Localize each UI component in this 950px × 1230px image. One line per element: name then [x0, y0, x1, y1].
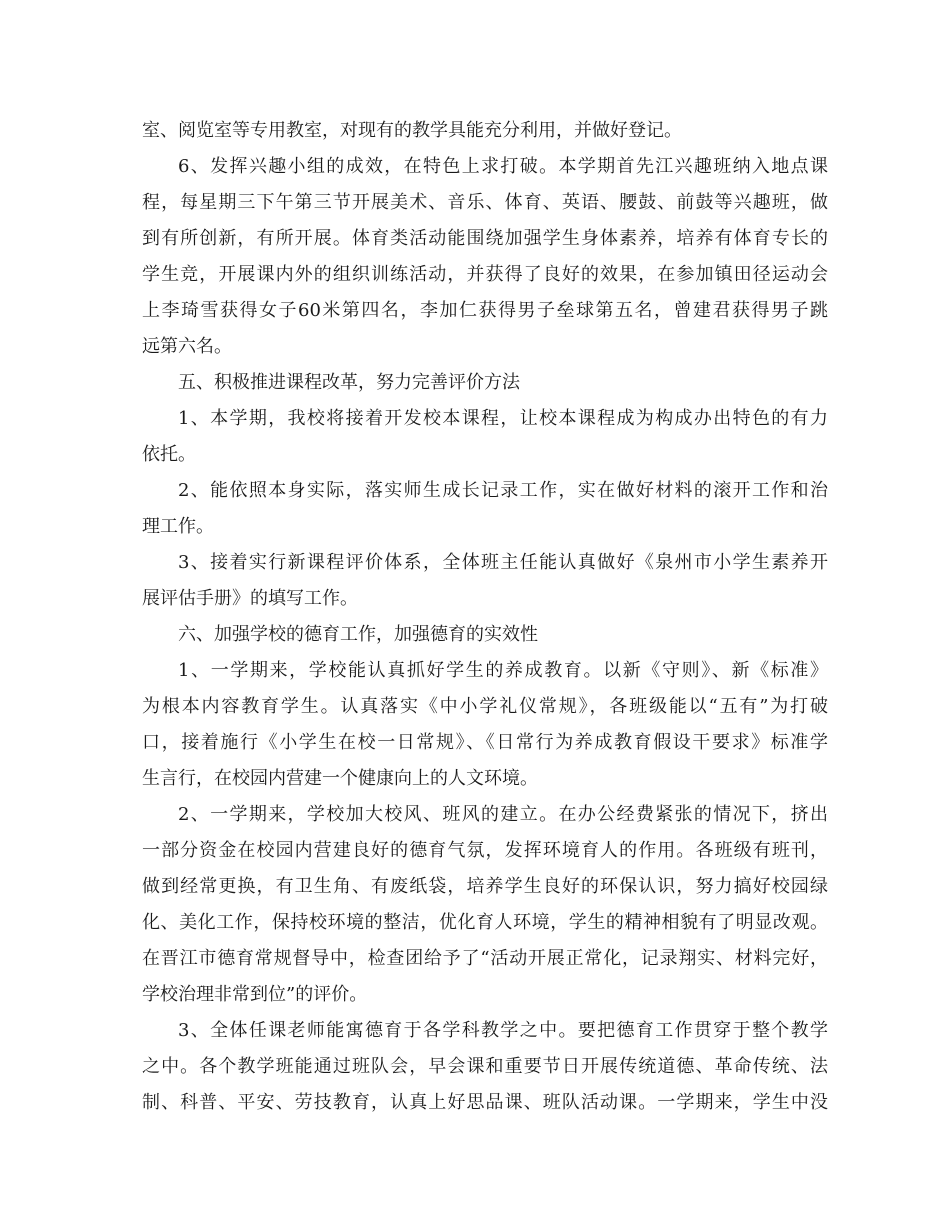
text-line: 1、一学期来，学校能认真抓好学生的养成教育。以新《守则》、新《标准》	[178, 660, 828, 681]
text-line: 展评估手册》的填写工作。	[142, 588, 358, 609]
text-line: 依托。	[142, 444, 196, 465]
text-line: 6、发挥兴趣小组的成效，在特色上求打破。本学期首先江兴趣班纳入地点课	[178, 156, 828, 177]
text-line: 3、全体任课老师能寓德育于各学科教学之中。要把德育工作贯穿于整个教学	[178, 1020, 828, 1041]
section-heading: 六、加强学校的德育工作，加强德育的实效性	[178, 624, 538, 645]
text-line: 学校治理非常到位”的评价。	[142, 984, 368, 1005]
text-line: 制、科普、平安、劳技教育，认真上好思品课、班队活动课。一学期来，学生中没	[142, 1092, 828, 1113]
text-line: 室、阅览室等专用教室，对现有的教学具能充分利用，并做好登记。	[142, 120, 682, 141]
text-line: 程，每星期三下午第三节开展美术、音乐、体育、英语、腰鼓、前鼓等兴趣班，做	[142, 192, 828, 213]
text-line: 上李琦雪获得女子60米第四名，李加仁获得男子垒球第五名，曾建君获得男子跳	[142, 300, 828, 321]
text-line: 生言行，在校园内营建一个健康向上的人文环境。	[142, 768, 538, 789]
section-heading: 五、积极推进课程改革，努力完善评价方法	[178, 372, 520, 393]
text-line: 之中。各个教学班能通过班队会，早会课和重要节日开展传统道德、革命传统、法	[142, 1056, 828, 1077]
text-line: 2、一学期来，学校加大校风、班风的建立。在办公经费紧张的情况下，挤出	[178, 804, 828, 825]
text-line: 化、美化工作，保持校环境的整洁，优化育人环境，学生的精神相貌有了明显改观。	[142, 912, 828, 933]
text-line: 远第六名。	[142, 336, 232, 357]
text-line: 为根本内容教育学生。认真落实《中小学礼仪常规》，各班级能以“五有”为打破	[142, 696, 828, 717]
text-line: 2、能依照本身实际，落实师生成长记录工作，实在做好材料的滚开工作和治	[178, 480, 828, 501]
document-page	[142, 113, 828, 1121]
text-line: 学生竞，开展课内外的组织训练活动，并获得了良好的效果，在参加镇田径运动会	[142, 264, 828, 285]
text-line: 一部分资金在校园内营建良好的德育气氛，发挥环境育人的作用。各班级有班刊，	[142, 840, 828, 861]
text-line: 到有所创新，有所开展。体育类活动能围绕加强学生身体素养，培养有体育专长的	[142, 228, 828, 249]
text-line: 3、接着实行新课程评价体系，全体班主任能认真做好《泉州市小学生素养开	[178, 552, 828, 573]
text-line: 在晋江市德育常规督导中，检查团给予了“活动开展正常化，记录翔实、材料完好，	[142, 948, 828, 969]
text-line: 做到经常更换，有卫生角、有废纸袋，培养学生良好的环保认识，努力搞好校园绿	[142, 876, 828, 897]
text-line: 理工作。	[142, 516, 214, 537]
text-line: 口，接着施行《小学生在校一日常规》、《日常行为养成教育假设干要求》标准学	[142, 732, 828, 753]
text-line: 1、本学期，我校将接着开发校本课程，让校本课程成为构成办出特色的有力	[178, 408, 828, 429]
